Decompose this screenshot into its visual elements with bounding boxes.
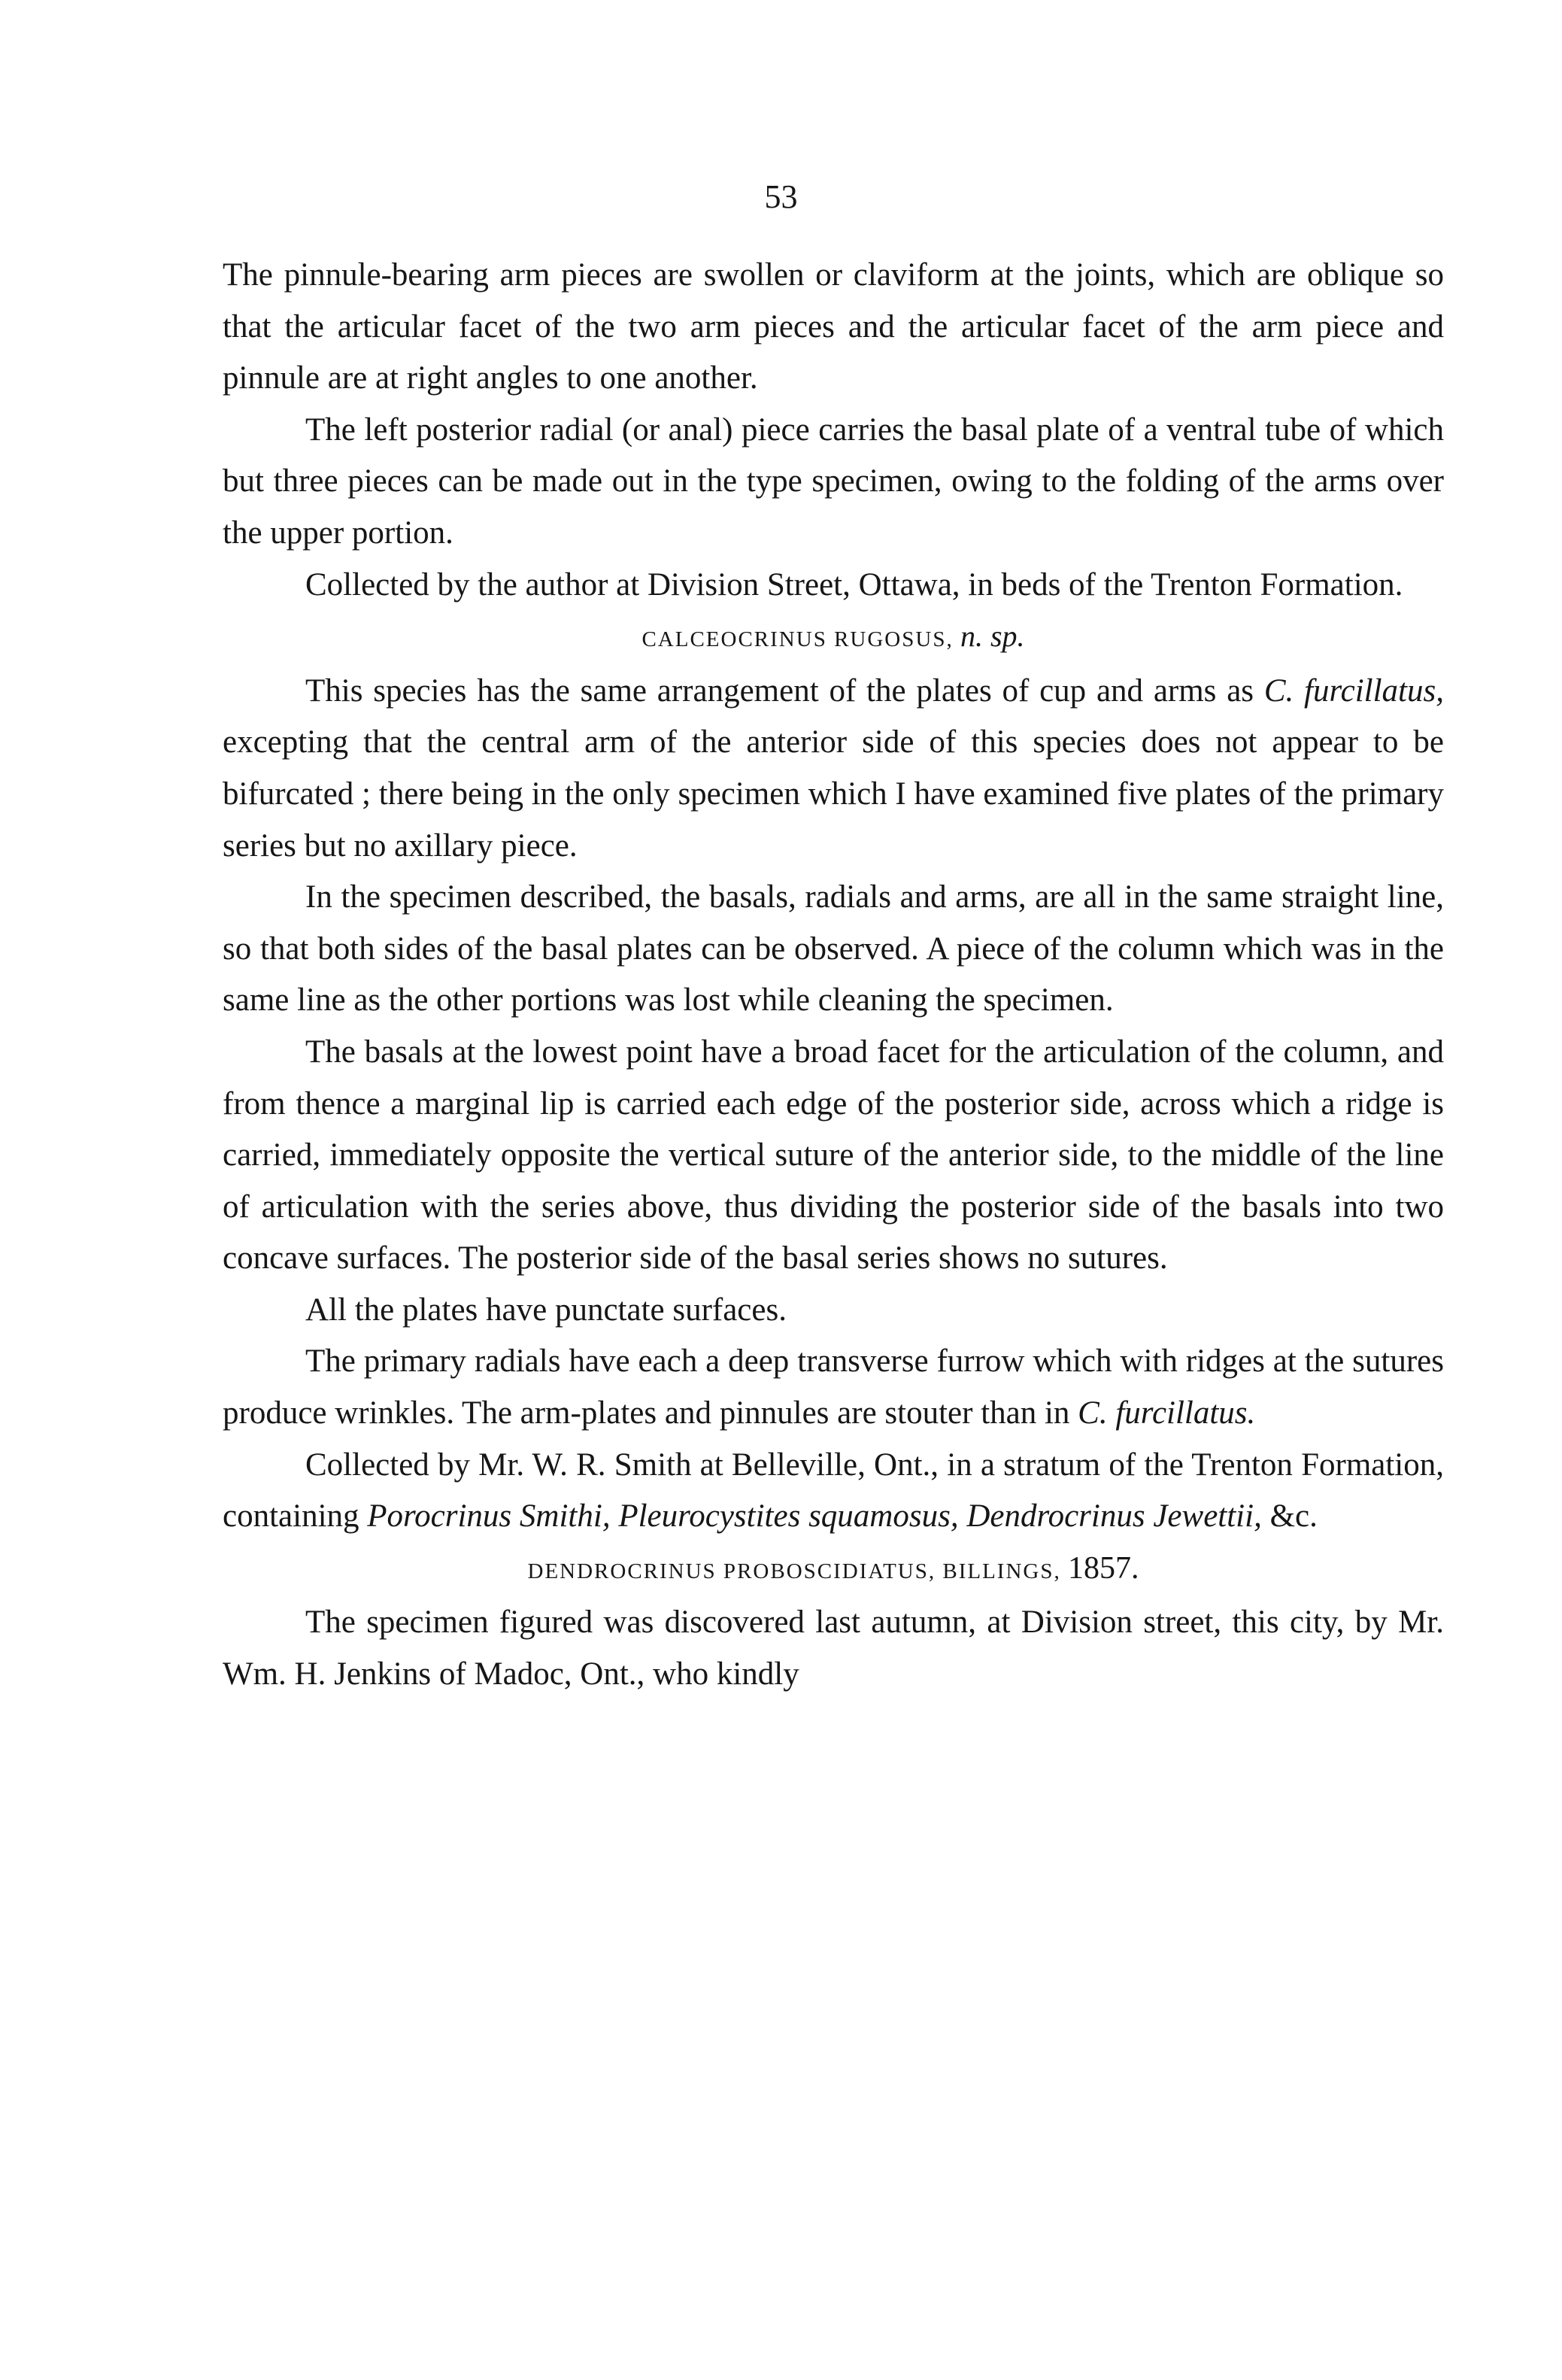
paragraph-collection-belleville [223,1440,1444,1543]
paragraph-primary-radials [223,1336,1444,1439]
paragraph-text: This species has the same arrangement of the plates of cup and arms as [305,672,1264,709]
paragraph-text: Collected by Mr. W. R. Smith at Belleville, Ont., in a stratum of the Trenton Formation, containing [223,1447,1444,1535]
species-designation: n. sp. [960,619,1025,654]
paragraph-collection-ottawa: Collected by the author at Division Street, Ottawa, in beds of the Trenton Formation. [305,566,1403,603]
paragraph-text: excepting that the central arm of the anterior side of this species does not appear to be bifurcated ; there being in the only specimen which I have examined five plates of the primary series but no axillary piece. [223,724,1444,864]
paragraph-specimen-figured: The specimen figured was discovered last autumn, at Division street, this city, by Mr. Wm. H. Jenkins of Madoc, Ont., who kindly [223,1604,1444,1692]
species-year: 1857. [1067,1550,1139,1586]
page-body [223,250,1444,1701]
page-number: 53 [764,178,798,215]
paragraph-species-arrangement [223,666,1444,872]
paragraph-basals: The basals at the lowest point have a broad facet for the articulation of the column, and from thence a marginal lip is carried each edge of the posterior side, across which a ridge is carried, immediately opposite the vertical suture of the anterior side, to the middle of the line of articulation with the series above, thus dividing the posterior side of the basals into two concave surfaces. The posterior side of the basal series shows no sutures. [223,1034,1444,1277]
taxon-name: C. furcillatus. [1078,1395,1256,1431]
paragraph-text: The primary radials have each a deep transverse furrow which with ridges at the sutures produce wrinkles. The arm-plates and pinnules are stouter than in [223,1343,1444,1431]
paragraph-arm-pieces: The pinnule-bearing arm pieces are swollen or claviform at the joints, which are oblique so that the articular facet of the two arm pieces and the articular facet of the arm piece and pinnule are at right angles to one another. [223,257,1444,396]
species-name: CALCEOCRINUS RUGOSUS, [641,627,954,652]
paragraph-punctate: All the plates have punctate surfaces. [305,1292,787,1328]
species-heading-dendrocrinus [223,1543,1444,1598]
paragraph-posterior-radial: The left posterior radial (or anal) piece carries the basal plate of a ventral tube of which but three pieces can be made out in the type specimen, owing to the folding of the arms over the upper portion. [223,411,1444,551]
taxon-list: Porocrinus Smithi, Pleurocystites squamosus, Dendrocrinus Jewettii, [367,1498,1262,1535]
taxon-name: C. furcillatus, [1263,672,1444,709]
species-name: DENDROCRINUS PROBOSCIDIATUS, BILLINGS, [527,1559,1061,1583]
paragraph-text: &c. [1261,1498,1318,1535]
species-heading-calceocrinus [223,611,1444,666]
paragraph-specimen-described: In the specimen described, the basals, radials and arms, are all in the same straight line, so that both sides of the basal plates can be observed. A piece of the column which was in the same line as the other portions was lost while cleaning the specimen. [223,879,1444,1018]
